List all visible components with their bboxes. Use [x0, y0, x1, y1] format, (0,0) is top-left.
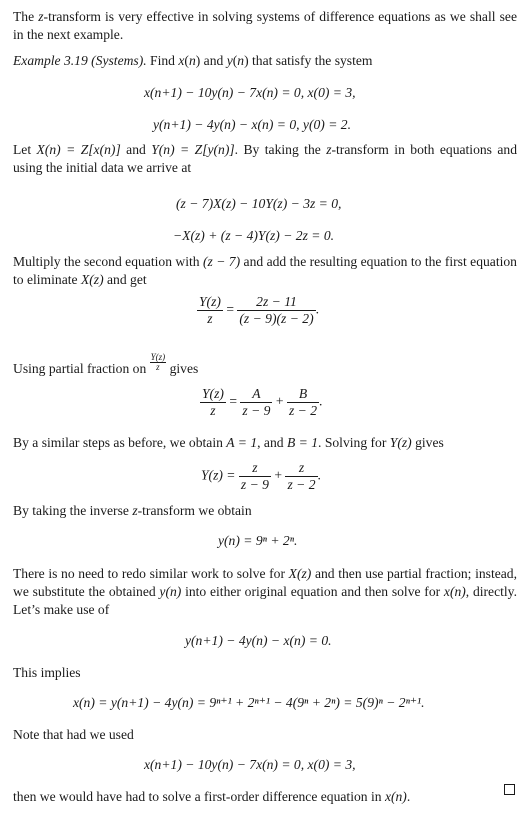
inverse-transform-line: By taking the inverse z-transform we obtain: [13, 503, 252, 518]
equation-5: $\frac{Y(z)}{z}$ = $\frac{2z - 11}{(z - 9)(z - 2)}$ .: [199, 294, 320, 326]
similar-steps-line: By a similar steps as before, we obtain A = 1, and B = 1. Solving for Y(z) gives: [13, 435, 444, 450]
equation-8: y(n) = 9ⁿ + 2ⁿ.: [218, 533, 298, 548]
implies-line: This implies: [13, 665, 81, 680]
equation-9: y(n+1) − 4y(n) − x(n) = 0.: [185, 633, 332, 648]
let-paragraph: Let X(n) = Z[x(n)] and Y(n) = Z[y(n)]. By taking the z-transform in both equations and using the initial data we arrive at: [13, 142, 518, 175]
equation-7: Y(z) = $\frac{z}{z - 9}$ + $\frac{z}{z - 2}$ .: [201, 460, 321, 492]
intro-paragraph: The z-transform is very effective in solving systems of difference equations as we shall see in the next example.: [13, 9, 517, 42]
equation-10: x(n) = y(n+1) − 4y(n) = 9ⁿ⁺¹ + 2ⁿ⁺¹ − 4(9ⁿ + 2ⁿ) = 5(9)ⁿ − 2ⁿ⁺¹.: [73, 695, 425, 710]
equation-1: x(n+1) − 10y(n) − 7x(n) = 0, x(0) = 3,: [144, 85, 356, 100]
equation-11: x(n+1) − 10y(n) − 7x(n) = 0, x(0) = 3,: [144, 757, 356, 772]
note-line: Note that had we used: [13, 727, 134, 742]
end-of-proof-square-icon: [504, 784, 515, 795]
equation-4: −X(z) + (z − 4)Y(z) − 2z = 0.: [173, 228, 335, 243]
partial-fraction-line: Using partial fraction on $\frac{Y(z)}{z}$ gives: [13, 352, 199, 376]
equation-2: y(n+1) − 4y(n) − x(n) = 0, y(0) = 2.: [153, 117, 351, 132]
no-need-paragraph: There is no need to redo similar work to solve for X(z) and then use partial fraction; instead, we substitute the obtained y(n) into either original equation and then solve for x(n), directly. Let’s make use of: [13, 566, 518, 617]
equation-3: (z − 7)X(z) − 10Y(z) − 3z = 0,: [176, 196, 342, 211]
example-heading: Example 3.19 (Systems). Find x(n) and y(n) that satisfy the system: [13, 53, 373, 68]
final-line: then we would have had to solve a first-order difference equation in x(n).: [13, 789, 411, 804]
multiply-paragraph: Multiply the second equation with (z − 7) and add the resulting equation to the first equation to eliminate X(z) and get: [13, 254, 517, 287]
equation-6: $\frac{Y(z)}{z}$ = $\frac{A}{z - 9}$ + $\frac{B}{z - 2}$ .: [202, 386, 323, 418]
